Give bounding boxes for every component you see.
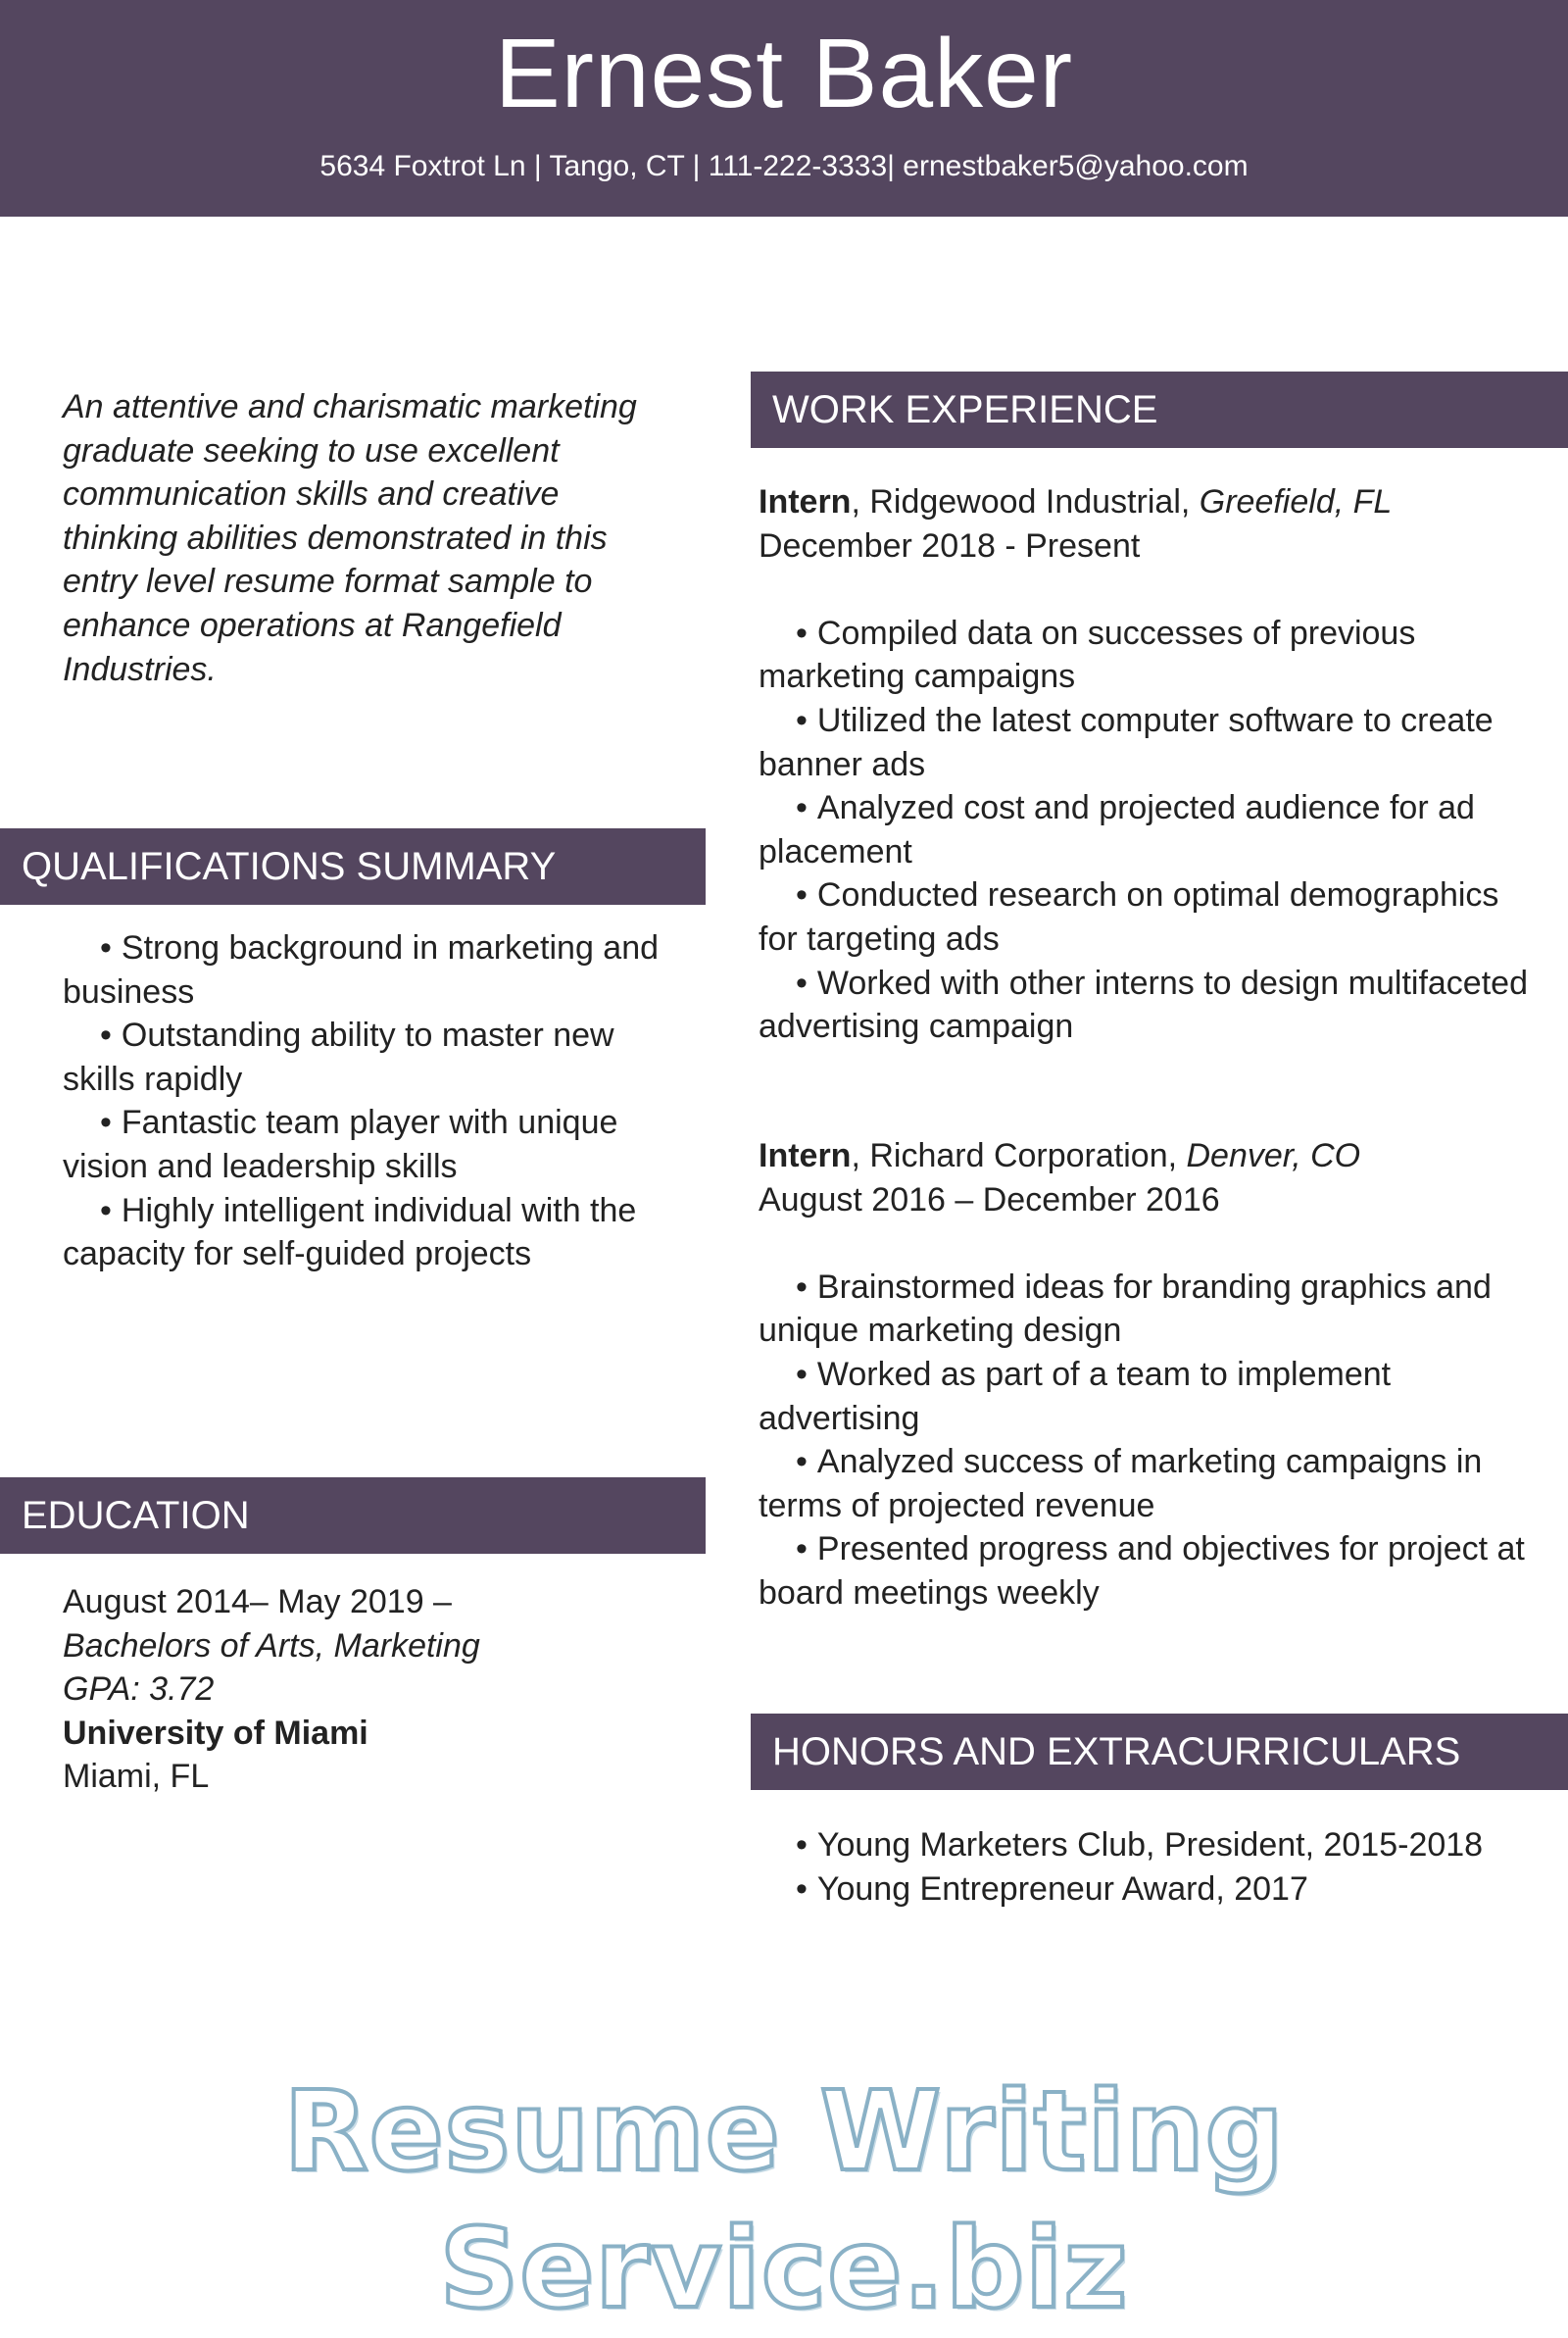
job-title-line bbox=[759, 1134, 1533, 1178]
job-location: Greefield, FL bbox=[1199, 483, 1393, 521]
list-item: • Strong background in marketing and business bbox=[63, 926, 690, 1014]
list-item: • Young Marketers Club, President, 2015-2018 bbox=[759, 1823, 1533, 1867]
job-bullets bbox=[759, 612, 1533, 1049]
list-item: • Analyzed success of marketing campaigns in terms of projected revenue bbox=[759, 1440, 1533, 1527]
list-item: • Presented progress and objectives for project at board meetings weekly bbox=[759, 1527, 1533, 1615]
job-dates: August 2016 – December 2016 bbox=[759, 1180, 1220, 1219]
job-company: , Richard Corporation, bbox=[851, 1137, 1187, 1174]
objective-text: An attentive and charismatic marketing graduate seeking to use excellent communication skills and creative thinking abilities demonstrated in this entry level resume format sample to enhance operations at Rangefield Industries. bbox=[63, 388, 637, 688]
job-title-line bbox=[759, 480, 1533, 524]
list-item: • Utilized the latest computer software to create banner ads bbox=[759, 699, 1533, 786]
work-experience-heading: WORK EXPERIENCE bbox=[751, 372, 1568, 448]
job-entry bbox=[759, 480, 1533, 1049]
list-item: • Worked with other interns to design multifaceted advertising campaign bbox=[759, 962, 1533, 1049]
list-item: • Worked as part of a team to implement advertising bbox=[759, 1353, 1533, 1440]
education-school: University of Miami bbox=[63, 1714, 368, 1752]
job-role: Intern bbox=[759, 483, 852, 521]
resume-header bbox=[0, 0, 1568, 217]
list-item: • Outstanding ability to master new skills rapidly bbox=[63, 1014, 690, 1101]
honors-list bbox=[759, 1823, 1533, 1911]
honors-heading: HONORS AND EXTRACURRICULARS bbox=[751, 1714, 1568, 1790]
job-dates: December 2018 - Present bbox=[759, 526, 1141, 565]
candidate-name: Ernest Baker bbox=[494, 19, 1074, 128]
job-location: Denver, CO bbox=[1186, 1137, 1361, 1174]
list-item: • Compiled data on successes of previous marketing campaigns bbox=[759, 612, 1533, 699]
education-location: Miami, FL bbox=[63, 1758, 210, 1796]
watermark-logo: Resume Writing Service.biz bbox=[283, 2068, 1285, 2333]
list-item: • Fantastic team player with unique vision and leadership skills bbox=[63, 1101, 690, 1188]
education-block bbox=[63, 1580, 690, 1799]
job-role: Intern bbox=[759, 1137, 852, 1174]
education-dates: August 2014– May 2019 – bbox=[63, 1583, 452, 1620]
job-company: , Ridgewood Industrial, bbox=[851, 483, 1200, 521]
list-item: • Brainstormed ideas for branding graphics and unique marketing design bbox=[759, 1266, 1533, 1353]
qualifications-heading: QUALIFICATIONS SUMMARY bbox=[0, 828, 706, 905]
job-bullets bbox=[759, 1266, 1533, 1616]
education-heading: EDUCATION bbox=[0, 1477, 706, 1554]
list-item: • Conducted research on optimal demographics for targeting ads bbox=[759, 873, 1533, 961]
education-degree: Bachelors of Arts, Marketing bbox=[63, 1626, 480, 1665]
contact-line: 5634 Foxtrot Ln | Tango, CT | 111-222-3333| ernestbaker5@yahoo.com bbox=[319, 150, 1249, 182]
list-item: • Analyzed cost and projected audience for ad placement bbox=[759, 786, 1533, 873]
qualifications-list bbox=[63, 926, 690, 1276]
list-item: • Highly intelligent individual with the capacity for self-guided projects bbox=[63, 1189, 690, 1276]
education-gpa: GPA: 3.72 bbox=[63, 1670, 215, 1709]
job-entry bbox=[759, 1134, 1533, 1616]
list-item: • Young Entrepreneur Award, 2017 bbox=[759, 1867, 1533, 1912]
